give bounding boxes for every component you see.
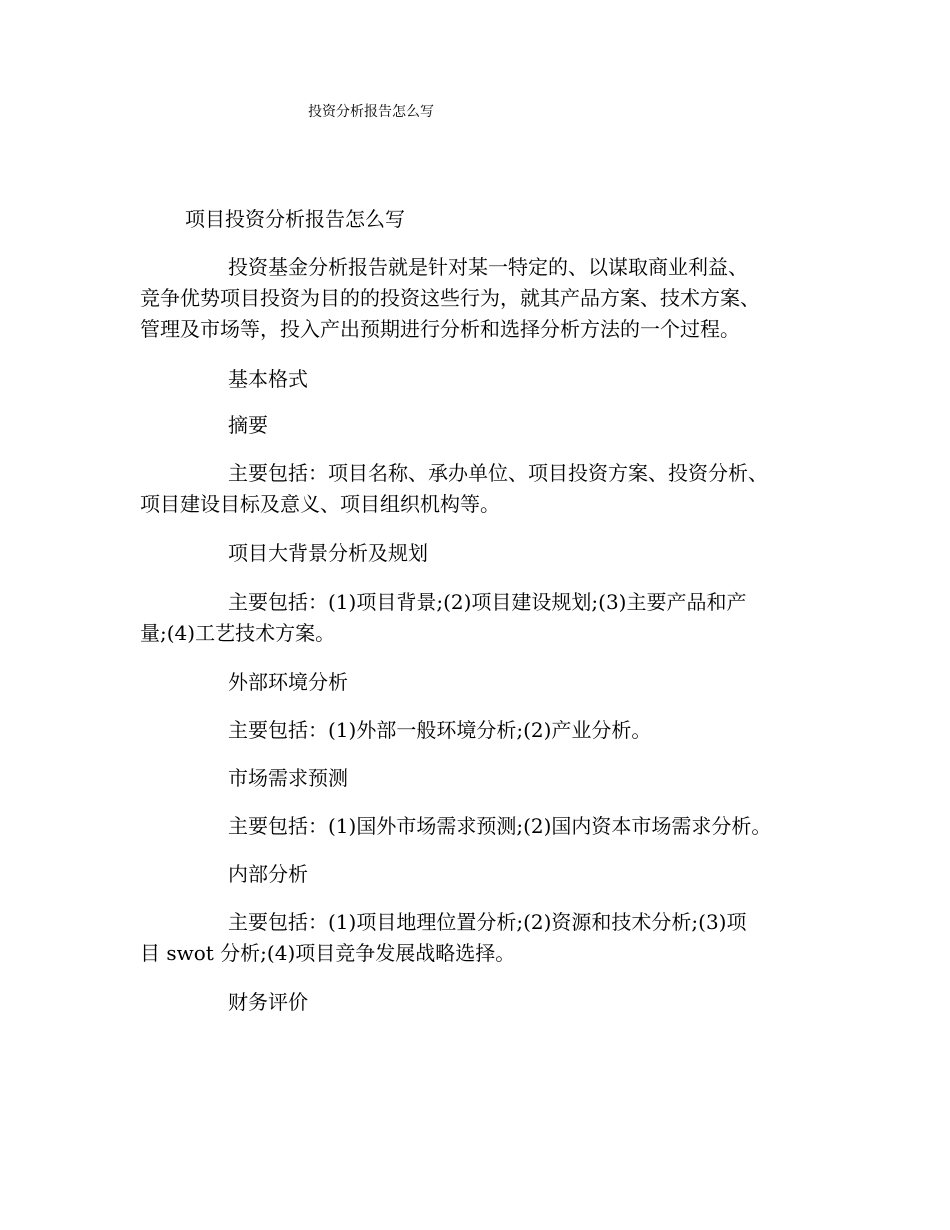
basic-format-heading xyxy=(140,364,810,395)
internal-heading-text: 内部分析 xyxy=(228,862,308,886)
external-paragraph xyxy=(140,715,810,746)
market-heading xyxy=(140,763,810,794)
abstract-line-2: 项目建设目标及意义、项目组织机构等。 xyxy=(140,492,500,516)
external-heading-text: 外部环境分析 xyxy=(228,670,348,694)
internal-line-1: 主要包括：(1)项目地理位置分析;(2)资源和技术分析;(3)项 xyxy=(228,910,747,934)
market-paragraph xyxy=(140,811,810,842)
page-header: 投资分析报告怎么写 xyxy=(308,104,434,120)
external-line-1: 主要包括：(1)外部一般环境分析;(2)产业分析。 xyxy=(228,718,652,742)
market-heading-text: 市场需求预测 xyxy=(228,766,348,790)
abstract-heading xyxy=(140,410,810,441)
basic-format-text: 基本格式 xyxy=(228,367,308,391)
finance-heading xyxy=(140,987,810,1018)
abstract-line-1: 主要包括：项目名称、承办单位、项目投资方案、投资分析、 xyxy=(228,461,768,485)
intro-line-2: 竞争优势项目投资为目的的投资这些行为，就其产品方案、技术方案、 xyxy=(140,286,760,310)
market-line-1: 主要包括：(1)国外市场需求预测;(2)国内资本市场需求分析。 xyxy=(228,814,772,838)
background-heading-text: 项目大背景分析及规划 xyxy=(228,541,428,565)
finance-heading-text: 财务评价 xyxy=(228,990,308,1014)
background-line-2: 量;(4)工艺技术方案。 xyxy=(140,621,336,645)
background-line-1: 主要包括：(1)项目背景;(2)项目建设规划;(3)主要产品和产 xyxy=(228,590,747,614)
intro-paragraph xyxy=(140,252,810,345)
internal-paragraph xyxy=(140,907,810,969)
background-paragraph xyxy=(140,587,810,649)
abstract-heading-text: 摘要 xyxy=(228,413,268,437)
intro-line-3: 管理及市场等，投入产出预期进行分析和选择分析方法的一个过程。 xyxy=(140,317,740,341)
abstract-paragraph xyxy=(140,458,810,520)
document-title: 项目投资分析报告怎么写 xyxy=(185,207,405,231)
external-heading xyxy=(140,667,810,698)
internal-heading xyxy=(140,859,810,890)
background-heading xyxy=(140,538,810,569)
internal-line-2: 目 swot 分析;(4)项目竞争发展战略选择。 xyxy=(140,941,516,965)
intro-line-1: 投资基金分析报告就是针对某一特定的、以谋取商业利益、 xyxy=(228,255,748,279)
